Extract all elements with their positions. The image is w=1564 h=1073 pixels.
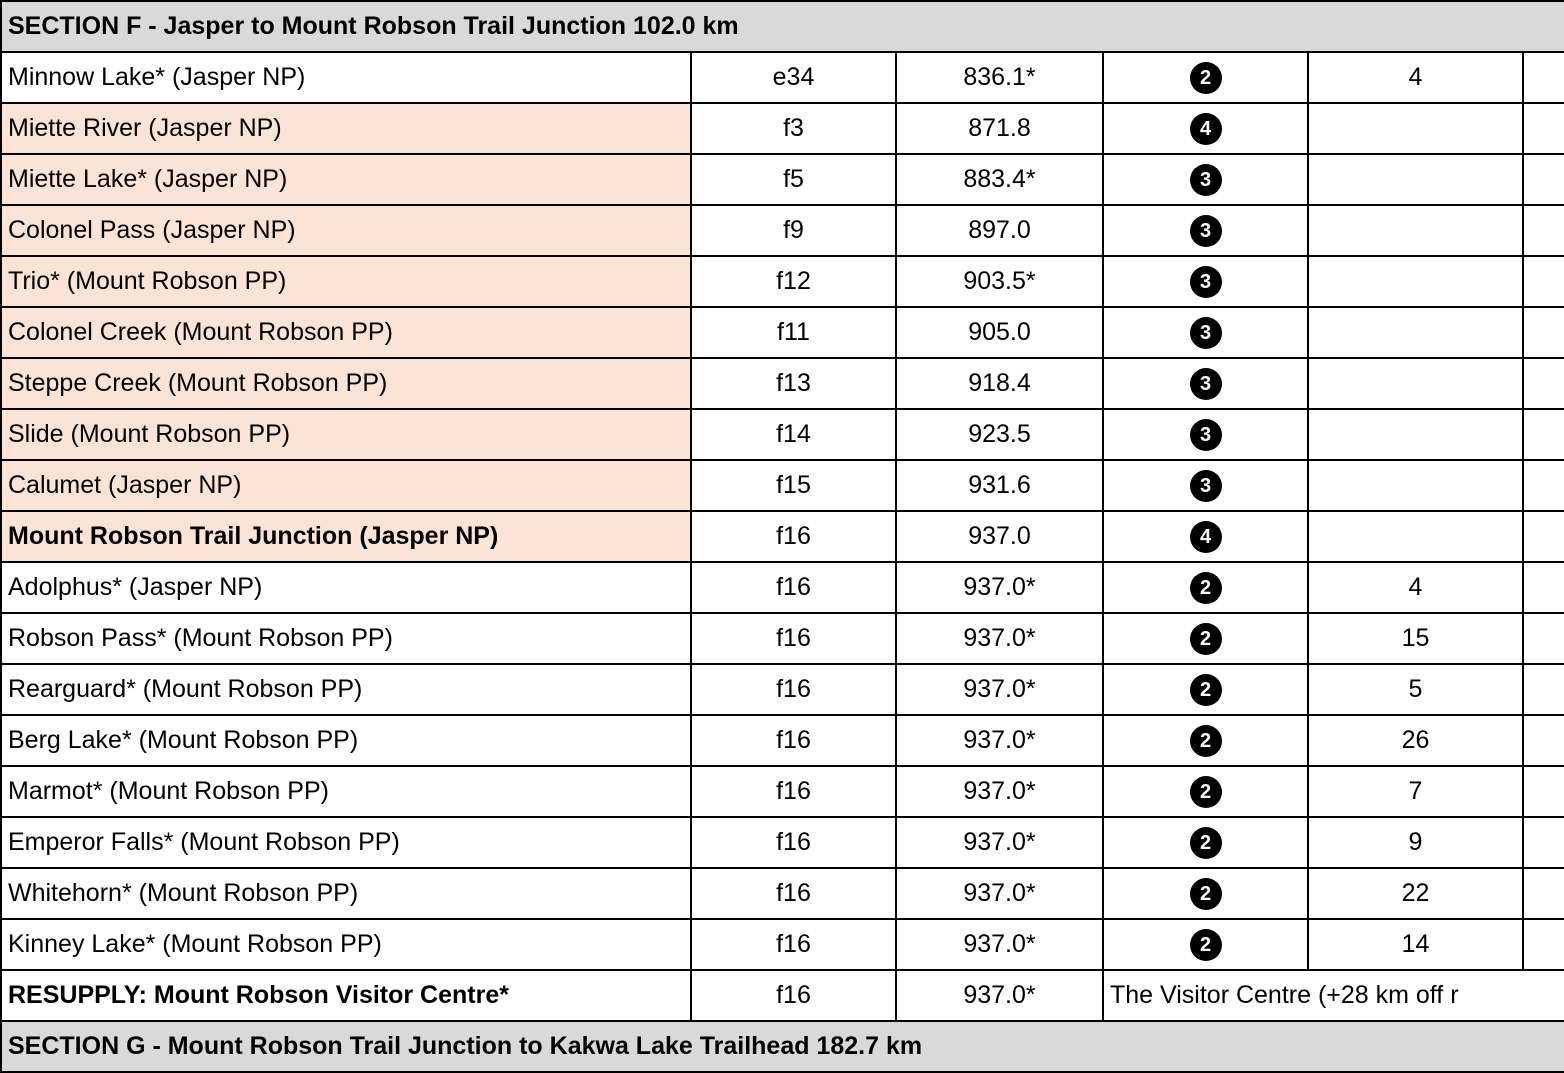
extra-cell xyxy=(1523,409,1564,460)
kilometre-mark: 923.5 xyxy=(896,409,1103,460)
kilometre-mark: 937.0 xyxy=(896,511,1103,562)
map-ref: f16 xyxy=(691,868,896,919)
extra-cell xyxy=(1523,205,1564,256)
rating-badge: 2 xyxy=(1190,623,1222,655)
table-row xyxy=(1,307,1564,358)
table-row xyxy=(1,868,1564,919)
extra-cell xyxy=(1523,715,1564,766)
site-count xyxy=(1308,307,1523,358)
extra-cell xyxy=(1523,664,1564,715)
table-row xyxy=(1,358,1564,409)
site-count: 7 xyxy=(1308,766,1523,817)
kilometre-mark: 937.0* xyxy=(896,766,1103,817)
rating-badge-cell xyxy=(1103,766,1308,817)
kilometre-mark: 897.0 xyxy=(896,205,1103,256)
map-ref: f5 xyxy=(691,154,896,205)
section-header-row xyxy=(1,1021,1564,1072)
site-count xyxy=(1308,460,1523,511)
map-ref: f16 xyxy=(691,970,896,1021)
site-count xyxy=(1308,358,1523,409)
rating-badge: 2 xyxy=(1190,725,1222,757)
extra-cell xyxy=(1523,817,1564,868)
rating-badge-cell xyxy=(1103,919,1308,970)
resupply-name: RESUPPLY: Mount Robson Visitor Centre* xyxy=(1,970,691,1021)
site-count: 4 xyxy=(1308,52,1523,103)
map-ref: f16 xyxy=(691,715,896,766)
table-row xyxy=(1,409,1564,460)
table-row xyxy=(1,256,1564,307)
extra-cell xyxy=(1523,868,1564,919)
map-ref: f16 xyxy=(691,817,896,868)
campsite-name: Marmot* (Mount Robson PP) xyxy=(1,766,691,817)
extra-cell xyxy=(1523,256,1564,307)
kilometre-mark: 937.0* xyxy=(896,562,1103,613)
rating-badge-cell xyxy=(1103,562,1308,613)
campsite-name: Kinney Lake* (Mount Robson PP) xyxy=(1,919,691,970)
extra-cell xyxy=(1523,460,1564,511)
kilometre-mark: 836.1* xyxy=(896,52,1103,103)
map-ref: f15 xyxy=(691,460,896,511)
map-ref: f12 xyxy=(691,256,896,307)
kilometre-mark: 937.0* xyxy=(896,613,1103,664)
table-row xyxy=(1,103,1564,154)
rating-badge: 2 xyxy=(1190,674,1222,706)
map-ref: e34 xyxy=(691,52,896,103)
rating-badge: 2 xyxy=(1190,62,1222,94)
table-row xyxy=(1,766,1564,817)
kilometre-mark: 903.5* xyxy=(896,256,1103,307)
map-ref: f16 xyxy=(691,766,896,817)
table-row xyxy=(1,154,1564,205)
rating-badge-cell xyxy=(1103,256,1308,307)
extra-cell xyxy=(1523,103,1564,154)
kilometre-mark: 883.4* xyxy=(896,154,1103,205)
campsite-name: Emperor Falls* (Mount Robson PP) xyxy=(1,817,691,868)
rating-badge: 3 xyxy=(1190,164,1222,196)
section-header-row xyxy=(1,1,1564,52)
map-ref: f13 xyxy=(691,358,896,409)
rating-badge-cell xyxy=(1103,307,1308,358)
rating-badge-cell xyxy=(1103,511,1308,562)
site-count: 9 xyxy=(1308,817,1523,868)
campsite-name: Calumet (Jasper NP) xyxy=(1,460,691,511)
campsite-name: Berg Lake* (Mount Robson PP) xyxy=(1,715,691,766)
rating-badge: 4 xyxy=(1190,113,1222,145)
map-ref: f9 xyxy=(691,205,896,256)
rating-badge-cell xyxy=(1103,103,1308,154)
table-row xyxy=(1,715,1564,766)
campsite-name: Miette Lake* (Jasper NP) xyxy=(1,154,691,205)
rating-badge-cell xyxy=(1103,664,1308,715)
extra-cell xyxy=(1523,154,1564,205)
campsite-name: Rearguard* (Mount Robson PP) xyxy=(1,664,691,715)
map-ref: f16 xyxy=(691,613,896,664)
campsite-name: Minnow Lake* (Jasper NP) xyxy=(1,52,691,103)
section-f-heading: SECTION F - Jasper to Mount Robson Trail Junction 102.0 km xyxy=(1,1,1564,52)
extra-cell xyxy=(1523,919,1564,970)
extra-cell xyxy=(1523,52,1564,103)
extra-cell xyxy=(1523,358,1564,409)
rating-badge: 3 xyxy=(1190,266,1222,298)
site-count xyxy=(1308,256,1523,307)
campsite-name: Adolphus* (Jasper NP) xyxy=(1,562,691,613)
campsite-name: Trio* (Mount Robson PP) xyxy=(1,256,691,307)
map-ref: f3 xyxy=(691,103,896,154)
table-row xyxy=(1,205,1564,256)
rating-badge-cell xyxy=(1103,817,1308,868)
map-ref: f16 xyxy=(691,664,896,715)
rating-badge: 3 xyxy=(1190,368,1222,400)
rating-badge-cell xyxy=(1103,715,1308,766)
rating-badge-cell xyxy=(1103,613,1308,664)
site-count: 14 xyxy=(1308,919,1523,970)
rating-badge: 3 xyxy=(1190,215,1222,247)
site-count: 15 xyxy=(1308,613,1523,664)
rating-badge-cell xyxy=(1103,460,1308,511)
extra-cell xyxy=(1523,766,1564,817)
campsite-name: Whitehorn* (Mount Robson PP) xyxy=(1,868,691,919)
extra-cell xyxy=(1523,613,1564,664)
kilometre-mark: 937.0* xyxy=(896,715,1103,766)
rating-badge: 2 xyxy=(1190,572,1222,604)
kilometre-mark: 937.0* xyxy=(896,664,1103,715)
rating-badge: 2 xyxy=(1190,827,1222,859)
campsite-name: Colonel Pass (Jasper NP) xyxy=(1,205,691,256)
rating-badge: 3 xyxy=(1190,317,1222,349)
rating-badge: 2 xyxy=(1190,776,1222,808)
site-count xyxy=(1308,205,1523,256)
table-row xyxy=(1,919,1564,970)
kilometre-mark: 937.0* xyxy=(896,817,1103,868)
rating-badge: 2 xyxy=(1190,929,1222,961)
map-ref: f16 xyxy=(691,919,896,970)
extra-cell xyxy=(1523,511,1564,562)
site-count: 22 xyxy=(1308,868,1523,919)
kilometre-mark: 937.0* xyxy=(896,868,1103,919)
campsite-name: Slide (Mount Robson PP) xyxy=(1,409,691,460)
table-row xyxy=(1,817,1564,868)
rating-badge: 3 xyxy=(1190,419,1222,451)
rating-badge-cell xyxy=(1103,358,1308,409)
kilometre-mark: 871.8 xyxy=(896,103,1103,154)
rating-badge-cell xyxy=(1103,154,1308,205)
rating-badge-cell xyxy=(1103,409,1308,460)
table-row xyxy=(1,511,1564,562)
rating-badge: 4 xyxy=(1190,521,1222,553)
site-count xyxy=(1308,103,1523,154)
rating-badge-cell xyxy=(1103,205,1308,256)
kilometre-mark: 918.4 xyxy=(896,358,1103,409)
kilometre-mark: 937.0* xyxy=(896,919,1103,970)
table-row xyxy=(1,613,1564,664)
rating-badge: 3 xyxy=(1190,470,1222,502)
kilometre-mark: 937.0* xyxy=(896,970,1103,1021)
campsite-name: Colonel Creek (Mount Robson PP) xyxy=(1,307,691,358)
rating-badge-cell xyxy=(1103,868,1308,919)
campsite-name: Mount Robson Trail Junction (Jasper NP) xyxy=(1,511,691,562)
extra-cell xyxy=(1523,562,1564,613)
site-count xyxy=(1308,511,1523,562)
map-ref: f14 xyxy=(691,409,896,460)
extra-cell xyxy=(1523,307,1564,358)
table-row xyxy=(1,664,1564,715)
kilometre-mark: 905.0 xyxy=(896,307,1103,358)
rating-badge: 2 xyxy=(1190,878,1222,910)
map-ref: f16 xyxy=(691,511,896,562)
site-count: 26 xyxy=(1308,715,1523,766)
table-row xyxy=(1,562,1564,613)
table-row xyxy=(1,52,1564,103)
site-count xyxy=(1308,409,1523,460)
campsite-name: Steppe Creek (Mount Robson PP) xyxy=(1,358,691,409)
resupply-note: The Visitor Centre (+28 km off r xyxy=(1103,970,1564,1021)
table-body xyxy=(1,1,1564,1072)
site-count xyxy=(1308,154,1523,205)
resupply-row xyxy=(1,970,1564,1021)
section-g-heading: SECTION G - Mount Robson Trail Junction to Kakwa Lake Trailhead 182.7 km xyxy=(1,1021,1564,1072)
map-ref: f16 xyxy=(691,562,896,613)
site-count: 4 xyxy=(1308,562,1523,613)
campsite-name: Robson Pass* (Mount Robson PP) xyxy=(1,613,691,664)
site-count: 5 xyxy=(1308,664,1523,715)
table-row xyxy=(1,460,1564,511)
rating-badge-cell xyxy=(1103,52,1308,103)
campsite-name: Miette River (Jasper NP) xyxy=(1,103,691,154)
map-ref: f11 xyxy=(691,307,896,358)
kilometre-mark: 931.6 xyxy=(896,460,1103,511)
